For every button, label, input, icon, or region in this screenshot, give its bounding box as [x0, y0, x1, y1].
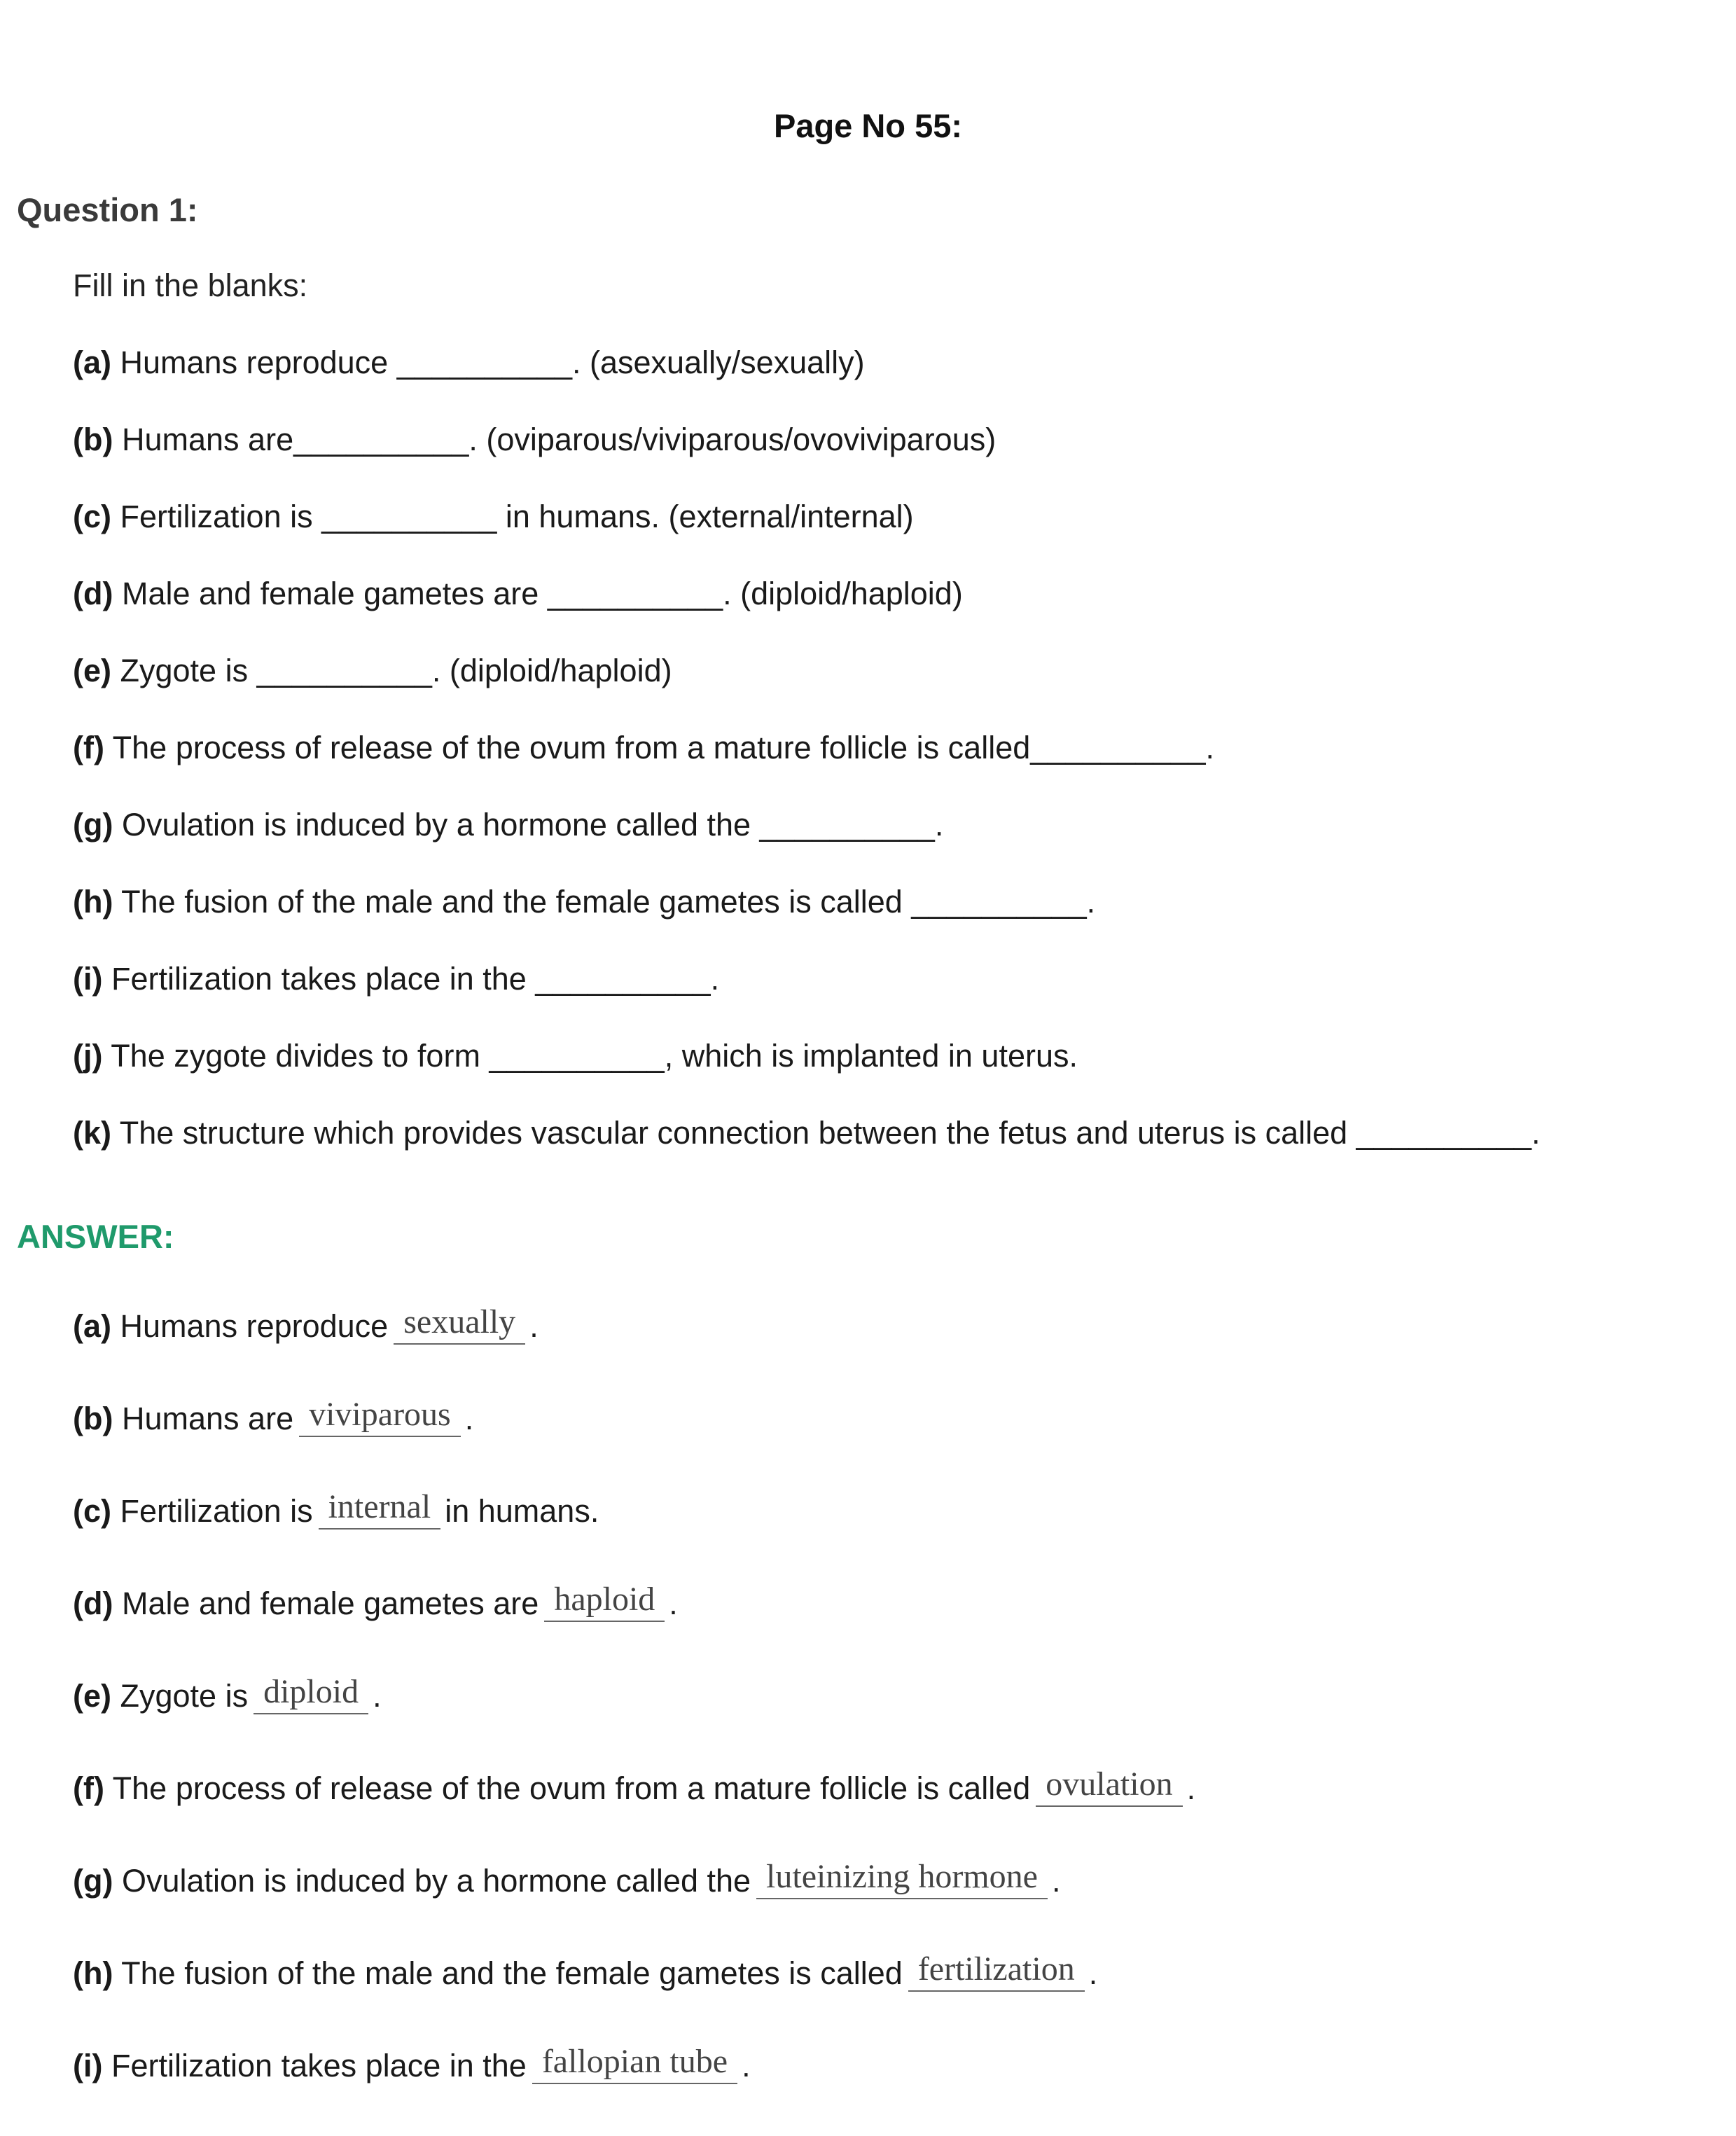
answer-list [73, 1304, 1195, 2136]
question-letter: (e) [73, 653, 111, 688]
question-item [73, 651, 1540, 728]
question-letter: (h) [73, 884, 113, 920]
question-blank: __________ [396, 345, 572, 380]
answer-letter: (e) [73, 1678, 111, 1714]
answer-letter: (d) [73, 1586, 113, 1621]
question-text: The process of release of the ovum from a mature follicle is called [112, 730, 1031, 765]
answer-fill: haploid [544, 1581, 665, 1622]
question-options: . [1531, 1115, 1541, 1151]
question-list [73, 343, 1540, 1191]
answer-text: The process of release of the ovum from a mature follicle is called [112, 1770, 1031, 1806]
question-text: Fertilization takes place in the [111, 961, 536, 997]
answer-fill: ovulation [1036, 1766, 1182, 1807]
question-item [73, 805, 1540, 882]
answer-item [73, 1304, 1195, 1396]
answer-item [73, 1766, 1195, 1859]
question-options: . (oviparous/viviparous/ovoviviparous) [468, 422, 997, 457]
answer-tail: . [373, 1678, 382, 1714]
question-text: Humans are [121, 422, 294, 457]
answer-tail: in humans. [445, 1493, 599, 1529]
answer-fill: diploid [254, 1674, 368, 1714]
question-blank: __________ [256, 653, 432, 688]
question-text: Humans reproduce [120, 345, 397, 380]
question-letter: (f) [73, 730, 104, 765]
question-text: The fusion of the male and the female gametes is called [121, 884, 912, 920]
question-text: The structure which provides vascular connection between the fetus and uterus is called [119, 1115, 1356, 1151]
question-options: . [1205, 730, 1215, 765]
question-item [73, 1114, 1540, 1191]
question-text: Fertilization is [120, 499, 322, 534]
question-options: . [710, 961, 720, 997]
answer-letter: (b) [73, 1401, 113, 1436]
question-letter: (b) [73, 422, 113, 457]
answer-text: Ovulation is induced by a hormone called the [121, 1863, 751, 1899]
question-item [73, 1036, 1540, 1114]
answer-fill: fertilization [908, 1951, 1085, 1992]
answer-tail: . [742, 2048, 751, 2083]
answer-tail: . [1186, 1770, 1196, 1806]
question-letter: (a) [73, 345, 111, 380]
answer-text: Fertilization is [120, 1493, 313, 1529]
answer-item [73, 1951, 1195, 2044]
question-item [73, 882, 1540, 959]
answer-heading: ANSWER: [17, 1218, 174, 1255]
question-heading: Question 1: [17, 191, 198, 228]
instruction-text: Fill in the blanks: [73, 268, 308, 303]
question-blank: __________ [1356, 1115, 1532, 1151]
question-letter: (g) [73, 807, 113, 842]
page-title: Page No 55: [773, 107, 963, 144]
answer-tail: . [464, 1401, 474, 1436]
question-blank: __________ [489, 1038, 665, 1074]
answer-tail: . [529, 1308, 539, 1344]
answer-text: Humans are [121, 1401, 294, 1436]
question-options: in humans. (external/internal) [497, 499, 914, 534]
answer-tail: . [669, 1586, 678, 1621]
question-item [73, 574, 1540, 651]
question-options: . (asexually/sexually) [572, 345, 865, 380]
answer-letter: (f) [73, 1770, 104, 1806]
question-text: Ovulation is induced by a hormone called the [121, 807, 760, 842]
answer-letter: (h) [73, 1955, 113, 1991]
question-item [73, 420, 1540, 497]
question-blank: __________ [321, 499, 497, 534]
answer-item [73, 1859, 1195, 1951]
question-blank: __________ [293, 422, 469, 457]
answer-item [73, 1489, 1195, 1581]
question-item [73, 728, 1540, 805]
answer-tail: . [1088, 1955, 1098, 1991]
question-text: Male and female gametes are [121, 576, 548, 611]
answer-tail: . [1051, 1863, 1061, 1899]
answer-fill: internal [319, 1489, 441, 1530]
question-letter: (d) [73, 576, 113, 611]
question-letter: (j) [73, 1038, 103, 1074]
answer-item [73, 1674, 1195, 1766]
question-options: , which is implanted in uterus. [664, 1038, 1078, 1074]
answer-letter: (g) [73, 1863, 113, 1899]
answer-letter: (a) [73, 1308, 111, 1344]
answer-fill: luteinizing hormone [756, 1859, 1048, 1899]
answer-text: Fertilization takes place in the [111, 2048, 527, 2083]
answer-letter: (c) [73, 1493, 111, 1529]
answer-fill: sexually [394, 1304, 525, 1345]
answer-text: The fusion of the male and the female gametes is called [121, 1955, 903, 1991]
question-blank: __________ [1030, 730, 1206, 765]
answer-item [73, 1581, 1195, 1674]
question-letter: (c) [73, 499, 111, 534]
question-options: . [1086, 884, 1096, 920]
question-text: The zygote divides to form [111, 1038, 489, 1074]
answer-text: Male and female gametes are [121, 1586, 539, 1621]
answer-letter: (i) [73, 2048, 103, 2083]
answer-fill: viviparous [299, 1396, 461, 1437]
question-item [73, 497, 1540, 574]
question-letter: (k) [73, 1115, 111, 1151]
question-blank: __________ [911, 884, 1087, 920]
question-blank: __________ [535, 961, 711, 997]
question-blank: __________ [759, 807, 935, 842]
question-options: . (diploid/haploid) [431, 653, 672, 688]
answer-fill: fallopian tube [532, 2044, 737, 2084]
question-options: . [934, 807, 944, 842]
question-item [73, 343, 1540, 420]
answer-item [73, 2044, 1195, 2136]
question-text: Zygote is [120, 653, 257, 688]
question-item [73, 959, 1540, 1036]
answer-text: Humans reproduce [120, 1308, 389, 1344]
question-letter: (i) [73, 961, 103, 997]
answer-item [73, 1396, 1195, 1489]
question-blank: __________ [547, 576, 723, 611]
question-options: . (diploid/haploid) [723, 576, 963, 611]
answer-text: Zygote is [120, 1678, 249, 1714]
